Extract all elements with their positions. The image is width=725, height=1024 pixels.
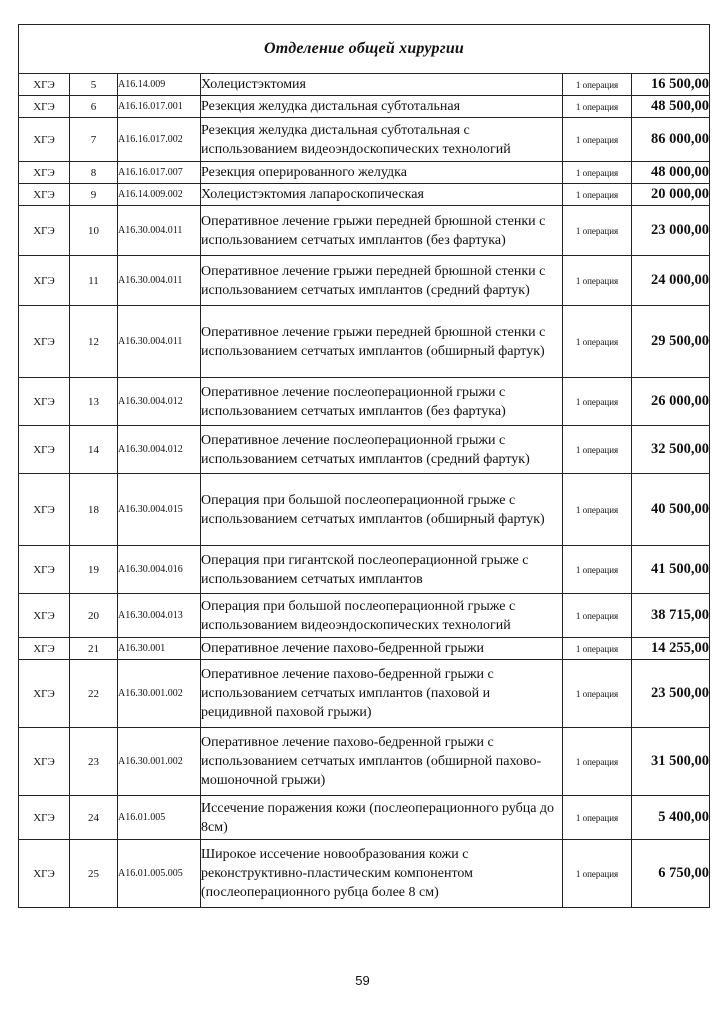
- row-number-cell: 10: [70, 206, 118, 256]
- unit-cell: 1 операция: [563, 206, 632, 256]
- department-cell: ХГЭ: [19, 184, 70, 206]
- service-code-cell: A16.14.009: [118, 74, 201, 96]
- table-row: [19, 184, 710, 206]
- department-cell: ХГЭ: [19, 118, 70, 162]
- service-code-cell: A16.30.001.002: [118, 728, 201, 796]
- row-number-cell: 23: [70, 728, 118, 796]
- unit-cell: 1 операция: [563, 426, 632, 474]
- department-cell: ХГЭ: [19, 796, 70, 840]
- price-cell: 26 000,00: [632, 378, 710, 426]
- table-row: [19, 206, 710, 256]
- price-cell: 29 500,00: [632, 306, 710, 378]
- table-row: [19, 796, 710, 840]
- row-number-cell: 7: [70, 118, 118, 162]
- department-cell: ХГЭ: [19, 306, 70, 378]
- table-row: [19, 728, 710, 796]
- row-number-cell: 24: [70, 796, 118, 840]
- service-name-cell: Оперативное лечение грыжи передней брюшной стенки с использованием сетчатых имплантов (без фартука): [201, 206, 563, 256]
- unit-cell: 1 операция: [563, 184, 632, 206]
- row-number-cell: 13: [70, 378, 118, 426]
- service-code-cell: A16.16.017.002: [118, 118, 201, 162]
- department-cell: ХГЭ: [19, 638, 70, 660]
- service-code-cell: A16.30.004.011: [118, 256, 201, 306]
- price-cell: 31 500,00: [632, 728, 710, 796]
- price-cell: 23 500,00: [632, 660, 710, 728]
- price-cell: 24 000,00: [632, 256, 710, 306]
- service-name-cell: Широкое иссечение новообразования кожи с реконструктивно-пластическим компонентом (послеоперационного рубца более 8 см): [201, 840, 563, 908]
- unit-cell: 1 операция: [563, 840, 632, 908]
- row-number-cell: 5: [70, 74, 118, 96]
- table-row: [19, 840, 710, 908]
- service-name-cell: Оперативное лечение пахово-бедренной грыжи с использованием сетчатых имплантов (обширной пахово-мошоночной грыжи): [201, 728, 563, 796]
- service-name-cell: Операция при гигантской послеоперационной грыже с использованием сетчатых имплантов: [201, 546, 563, 594]
- department-cell: ХГЭ: [19, 594, 70, 638]
- page-number: 59: [355, 973, 370, 988]
- table-row: [19, 162, 710, 184]
- row-number-cell: 19: [70, 546, 118, 594]
- price-cell: 16 500,00: [632, 74, 710, 96]
- service-code-cell: A16.30.001: [118, 638, 201, 660]
- service-name-cell: Оперативное лечение послеоперационной грыжи с использованием сетчатых имплантов (без фартука): [201, 378, 563, 426]
- service-name-cell: Холецистэктомия лапароскопическая: [201, 184, 563, 206]
- unit-cell: 1 операция: [563, 660, 632, 728]
- table-row: [19, 378, 710, 426]
- price-cell: 20 000,00: [632, 184, 710, 206]
- unit-cell: 1 операция: [563, 96, 632, 118]
- unit-cell: 1 операция: [563, 594, 632, 638]
- service-name-cell: Оперативное лечение пахово-бедренной грыжи: [201, 638, 563, 660]
- table-row: [19, 256, 710, 306]
- service-name-cell: Операция при большой послеоперационной грыже с использованием видеоэндоскопических технологий: [201, 594, 563, 638]
- service-name-cell: Иссечение поражения кожи (послеоперационного рубца до 8см): [201, 796, 563, 840]
- service-name-cell: Холецистэктомия: [201, 74, 563, 96]
- department-cell: ХГЭ: [19, 162, 70, 184]
- department-cell: ХГЭ: [19, 728, 70, 796]
- row-number-cell: 25: [70, 840, 118, 908]
- service-name-cell: Резекция желудка дистальная субтотальная с использованием видеоэндоскопических технологий: [201, 118, 563, 162]
- unit-cell: 1 операция: [563, 796, 632, 840]
- price-table: [18, 24, 710, 908]
- service-name-cell: Резекция желудка дистальная субтотальная: [201, 96, 563, 118]
- row-number-cell: 6: [70, 96, 118, 118]
- price-cell: 38 715,00: [632, 594, 710, 638]
- unit-cell: 1 операция: [563, 728, 632, 796]
- service-code-cell: A16.01.005: [118, 796, 201, 840]
- table-row: [19, 118, 710, 162]
- service-name-cell: Оперативное лечение грыжи передней брюшной стенки с использованием сетчатых имплантов (средний фартук): [201, 256, 563, 306]
- section-header-row: [19, 25, 710, 74]
- unit-cell: 1 операция: [563, 74, 632, 96]
- table-row: [19, 546, 710, 594]
- price-cell: 86 000,00: [632, 118, 710, 162]
- unit-cell: 1 операция: [563, 474, 632, 546]
- row-number-cell: 12: [70, 306, 118, 378]
- row-number-cell: 14: [70, 426, 118, 474]
- service-code-cell: A16.16.017.007: [118, 162, 201, 184]
- price-cell: 23 000,00: [632, 206, 710, 256]
- department-cell: ХГЭ: [19, 546, 70, 594]
- department-cell: ХГЭ: [19, 426, 70, 474]
- service-name-cell: Оперативное лечение грыжи передней брюшной стенки с использованием сетчатых имплантов (обширный фартук): [201, 306, 563, 378]
- price-cell: 48 500,00: [632, 96, 710, 118]
- service-name-cell: Оперативное лечение пахово-бедренной грыжи с использованием сетчатых имплантов (паховой и рецидивной паховой грыжи): [201, 660, 563, 728]
- service-name-cell: Оперативное лечение послеоперационной грыжи с использованием сетчатых имплантов (средний фартук): [201, 426, 563, 474]
- price-cell: 40 500,00: [632, 474, 710, 546]
- price-cell: 32 500,00: [632, 426, 710, 474]
- table-row: [19, 74, 710, 96]
- service-code-cell: A16.14.009.002: [118, 184, 201, 206]
- row-number-cell: 9: [70, 184, 118, 206]
- row-number-cell: 11: [70, 256, 118, 306]
- table-row: [19, 638, 710, 660]
- row-number-cell: 8: [70, 162, 118, 184]
- section-title: Отделение общей хирургии: [19, 25, 710, 74]
- unit-cell: 1 операция: [563, 162, 632, 184]
- service-code-cell: A16.30.001.002: [118, 660, 201, 728]
- unit-cell: 1 операция: [563, 378, 632, 426]
- department-cell: ХГЭ: [19, 74, 70, 96]
- service-code-cell: A16.30.004.015: [118, 474, 201, 546]
- service-code-cell: A16.30.004.013: [118, 594, 201, 638]
- service-name-cell: Резекция оперированного желудка: [201, 162, 563, 184]
- service-name-cell: Операция при большой послеоперационной грыже с использованием сетчатых имплантов (обширный фартук): [201, 474, 563, 546]
- service-code-cell: A16.16.017.001: [118, 96, 201, 118]
- price-table-body: [19, 25, 710, 908]
- row-number-cell: 22: [70, 660, 118, 728]
- service-code-cell: A16.30.004.016: [118, 546, 201, 594]
- price-cell: 5 400,00: [632, 796, 710, 840]
- table-row: [19, 594, 710, 638]
- service-code-cell: A16.30.004.011: [118, 306, 201, 378]
- table-row: [19, 426, 710, 474]
- row-number-cell: 21: [70, 638, 118, 660]
- department-cell: ХГЭ: [19, 660, 70, 728]
- price-cell: 41 500,00: [632, 546, 710, 594]
- service-code-cell: A16.30.004.012: [118, 378, 201, 426]
- price-cell: 14 255,00: [632, 638, 710, 660]
- department-cell: ХГЭ: [19, 256, 70, 306]
- table-row: [19, 306, 710, 378]
- service-code-cell: A16.30.004.011: [118, 206, 201, 256]
- department-cell: ХГЭ: [19, 96, 70, 118]
- department-cell: ХГЭ: [19, 474, 70, 546]
- unit-cell: 1 операция: [563, 306, 632, 378]
- department-cell: ХГЭ: [19, 840, 70, 908]
- row-number-cell: 18: [70, 474, 118, 546]
- table-row: [19, 474, 710, 546]
- department-cell: ХГЭ: [19, 378, 70, 426]
- unit-cell: 1 операция: [563, 546, 632, 594]
- unit-cell: 1 операция: [563, 256, 632, 306]
- price-cell: 48 000,00: [632, 162, 710, 184]
- table-row: [19, 660, 710, 728]
- department-cell: ХГЭ: [19, 206, 70, 256]
- row-number-cell: 20: [70, 594, 118, 638]
- unit-cell: 1 операция: [563, 638, 632, 660]
- service-code-cell: A16.30.004.012: [118, 426, 201, 474]
- unit-cell: 1 операция: [563, 118, 632, 162]
- service-code-cell: A16.01.005.005: [118, 840, 201, 908]
- price-cell: 6 750,00: [632, 840, 710, 908]
- table-row: [19, 96, 710, 118]
